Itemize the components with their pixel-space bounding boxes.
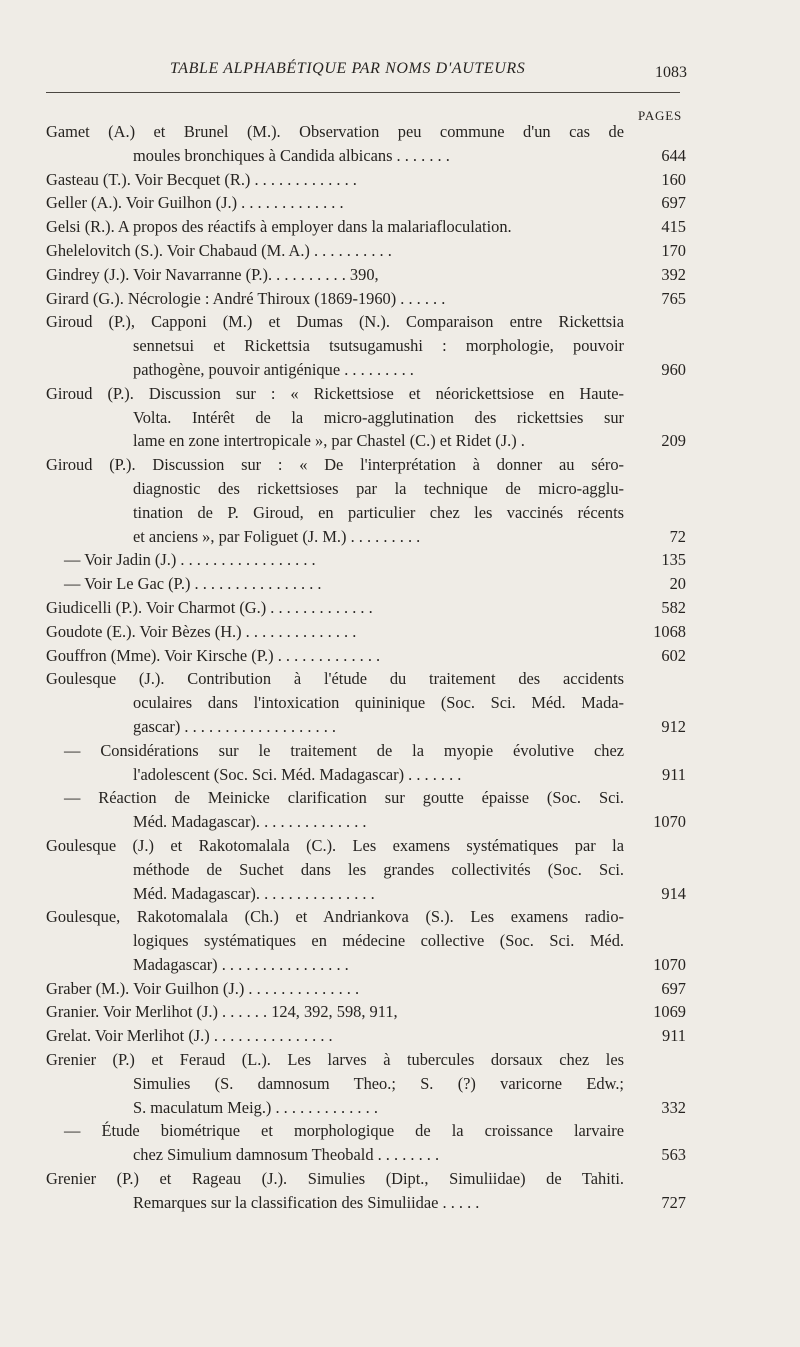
entry-page-number: 1069 — [653, 1002, 686, 1022]
entry-page-number: 911 — [662, 1026, 686, 1046]
entry-line: Gindrey (J.). Voir Navarranne (P.). . . . . . . . . . 390, — [46, 264, 379, 284]
entry-page-number: 960 — [661, 359, 686, 379]
entry-page-number: 563 — [661, 1145, 686, 1165]
index-entry — [46, 667, 686, 738]
entry-line: méthode de Suchet dans les grandes collectivités (Soc. Sci. — [133, 859, 624, 879]
entry-line: Girard (G.). Nécrologie : André Thiroux (1869-1960) . . . . . . — [46, 288, 446, 308]
index-entry — [46, 644, 686, 668]
entry-line: Méd. Madagascar). . . . . . . . . . . . . . . — [133, 883, 375, 903]
entry-page-number: 392 — [661, 264, 686, 284]
index-entry — [46, 215, 686, 239]
entry-page-number: 644 — [661, 145, 686, 165]
entry-line: Méd. Madagascar). . . . . . . . . . . . . . — [133, 812, 367, 832]
entry-page-number: 135 — [661, 550, 686, 570]
entry-line: Grenier (P.) et Rageau (J.). Simulies (Dipt., Simuliidae) de Tahiti. — [46, 1169, 624, 1189]
entry-page-number: 697 — [661, 978, 686, 998]
entry-line: Giroud (P.). Discussion sur : « Rickettsiose et néorickettsiose en Haute- — [46, 383, 624, 403]
index-entry — [46, 382, 686, 453]
index-entry — [46, 1167, 686, 1215]
index-sub-entry — [46, 739, 686, 787]
page-number: 1083 — [655, 64, 687, 81]
entry-page-number: 1068 — [653, 621, 686, 641]
entry-page-number: 209 — [661, 431, 686, 451]
entry-line: moules bronchiques à Candida albicans . . . . . . . — [133, 145, 450, 165]
entry-page-number: 914 — [661, 883, 686, 903]
index-entry — [46, 310, 686, 381]
index-sub-entry — [46, 786, 686, 834]
index-sub-entry — [46, 1119, 686, 1167]
entry-page-number: 697 — [661, 193, 686, 213]
entry-page-number: 602 — [661, 645, 686, 665]
entry-line: Giroud (P.), Capponi (M.) et Dumas (N.). Comparaison entre Rickettsia — [46, 312, 624, 332]
entry-page-number: 20 — [669, 574, 686, 594]
author-index — [46, 120, 686, 1215]
entry-line: Remarques sur la classification des Simuliidae . . . . . — [133, 1192, 480, 1212]
index-entry — [46, 168, 686, 192]
pages-column-heading: PAGES — [638, 108, 682, 123]
entry-line: Giroud (P.). Discussion sur : « De l'interprétation à donner au séro- — [46, 455, 624, 475]
entry-line: Simulies (S. damnosum Theo.; S. (?) varicorne Edw.; — [133, 1073, 624, 1093]
entry-page-number: 415 — [661, 217, 686, 237]
index-entry — [46, 287, 686, 311]
entry-line: Goulesque, Rakotomalala (Ch.) et Andriankova (S.). Les examens radio- — [46, 907, 624, 927]
entry-page-number: 765 — [661, 288, 686, 308]
entry-page-number: 160 — [661, 169, 686, 189]
index-entry — [46, 596, 686, 620]
index-entry — [46, 453, 686, 548]
header-rule — [46, 92, 680, 93]
entry-page-number: 332 — [661, 1097, 686, 1117]
entry-line: Madagascar) . . . . . . . . . . . . . . . . — [133, 954, 349, 974]
entry-line: diagnostic des rickettsioses par la technique de micro-agglu- — [133, 478, 624, 498]
entry-line: Grelat. Voir Merlihot (J.) . . . . . . . . . . . . . . . — [46, 1026, 333, 1046]
entry-page-number: 912 — [661, 716, 686, 736]
index-entry — [46, 263, 686, 287]
running-title: TABLE ALPHABÉTIQUE PAR NOMS D'AUTEURS — [170, 60, 526, 77]
entry-line: Goudote (E.). Voir Bèzes (H.) . . . . . . . . . . . . . . — [46, 621, 357, 641]
entry-page-number: 911 — [662, 764, 686, 784]
entry-page-number: 1070 — [653, 954, 686, 974]
index-entry — [46, 120, 686, 168]
entry-line: Geller (A.). Voir Guilhon (J.) . . . . . . . . . . . . . — [46, 193, 344, 213]
index-sub-entry — [46, 572, 686, 596]
entry-line: Gouffron (Mme). Voir Kirsche (P.) . . . . . . . . . . . . . — [46, 645, 381, 665]
entry-line: et anciens », par Foliguet (J. M.) . . . . . . . . . — [133, 526, 421, 546]
entry-line: Goulesque (J.) et Rakotomalala (C.). Les examens systématiques par la — [46, 835, 624, 855]
entry-line: tination de P. Giroud, en particulier chez les vaccinés récents — [133, 502, 624, 522]
index-sub-entry — [46, 548, 686, 572]
entry-line: sennetsui et Rickettsia tsutsugamushi : morphologie, pouvoir — [133, 336, 624, 356]
entry-line: — Voir Le Gac (P.) . . . . . . . . . . . . . . . . — [64, 574, 322, 594]
entry-page-number: 72 — [669, 526, 686, 546]
entry-line: Giudicelli (P.). Voir Charmot (G.) . . . . . . . . . . . . . — [46, 597, 373, 617]
entry-line: Gasteau (T.). Voir Becquet (R.) . . . . . . . . . . . . . — [46, 169, 357, 189]
entry-page-number: 582 — [661, 597, 686, 617]
entry-line: S. maculatum Meig.) . . . . . . . . . . . . . — [133, 1097, 378, 1117]
entry-line: Grenier (P.) et Feraud (L.). Les larves à tubercules dorsaux chez les — [46, 1050, 624, 1070]
entry-line: — Réaction de Meinicke clarification sur goutte épaisse (Soc. Sci. — [64, 788, 624, 808]
index-entry — [46, 1000, 686, 1024]
entry-page-number: 170 — [661, 240, 686, 260]
entry-line: chez Simulium damnosum Theobald . . . . . . . . — [133, 1145, 440, 1165]
entry-line: Granier. Voir Merlihot (J.) . . . . . . 124, 392, 598, 911, — [46, 1002, 398, 1022]
entry-line: Gamet (A.) et Brunel (M.). Observation peu commune d'un cas de — [46, 122, 624, 141]
index-entry — [46, 1048, 686, 1119]
entry-line: Volta. Intérêt de la micro-agglutination des rickettsies sur — [133, 407, 624, 427]
index-entry — [46, 1024, 686, 1048]
entry-line: — Considérations sur le traitement de la myopie évolutive chez — [64, 740, 624, 760]
entry-line: gascar) . . . . . . . . . . . . . . . . . . . — [133, 716, 337, 736]
entry-line: l'adolescent (Soc. Sci. Méd. Madagascar) . . . . . . . — [133, 764, 462, 784]
index-entry — [46, 191, 686, 215]
entry-page-number: 727 — [661, 1192, 686, 1212]
entry-line: — Étude biométrique et morphologique de la croissance larvaire — [64, 1121, 624, 1141]
entry-page-number: 1070 — [653, 812, 686, 832]
index-entry — [46, 977, 686, 1001]
entry-line: lame en zone intertropicale », par Chastel (C.) et Ridet (J.) . — [133, 431, 525, 451]
entry-line: pathogène, pouvoir antigénique . . . . . . . . . — [133, 359, 414, 379]
entry-line: logiques systématiques en médecine collective (Soc. Sci. Méd. — [133, 931, 624, 951]
entry-line: Ghelelovitch (S.). Voir Chabaud (M. A.) . . . . . . . . . . — [46, 240, 392, 260]
index-entry — [46, 834, 686, 905]
index-entry — [46, 620, 686, 644]
entry-line: Goulesque (J.). Contribution à l'étude du traitement des accidents — [46, 669, 624, 689]
index-entry — [46, 239, 686, 263]
index-entry — [46, 905, 686, 976]
entry-line: oculaires dans l'intoxication quininique (Soc. Sci. Méd. Mada- — [133, 693, 624, 713]
entry-line: Graber (M.). Voir Guilhon (J.) . . . . . . . . . . . . . . — [46, 978, 360, 998]
entry-line: — Voir Jadin (J.) . . . . . . . . . . . . . . . . . — [64, 550, 316, 570]
entry-line: Gelsi (R.). A propos des réactifs à employer dans la malariafloculation. — [46, 217, 512, 237]
